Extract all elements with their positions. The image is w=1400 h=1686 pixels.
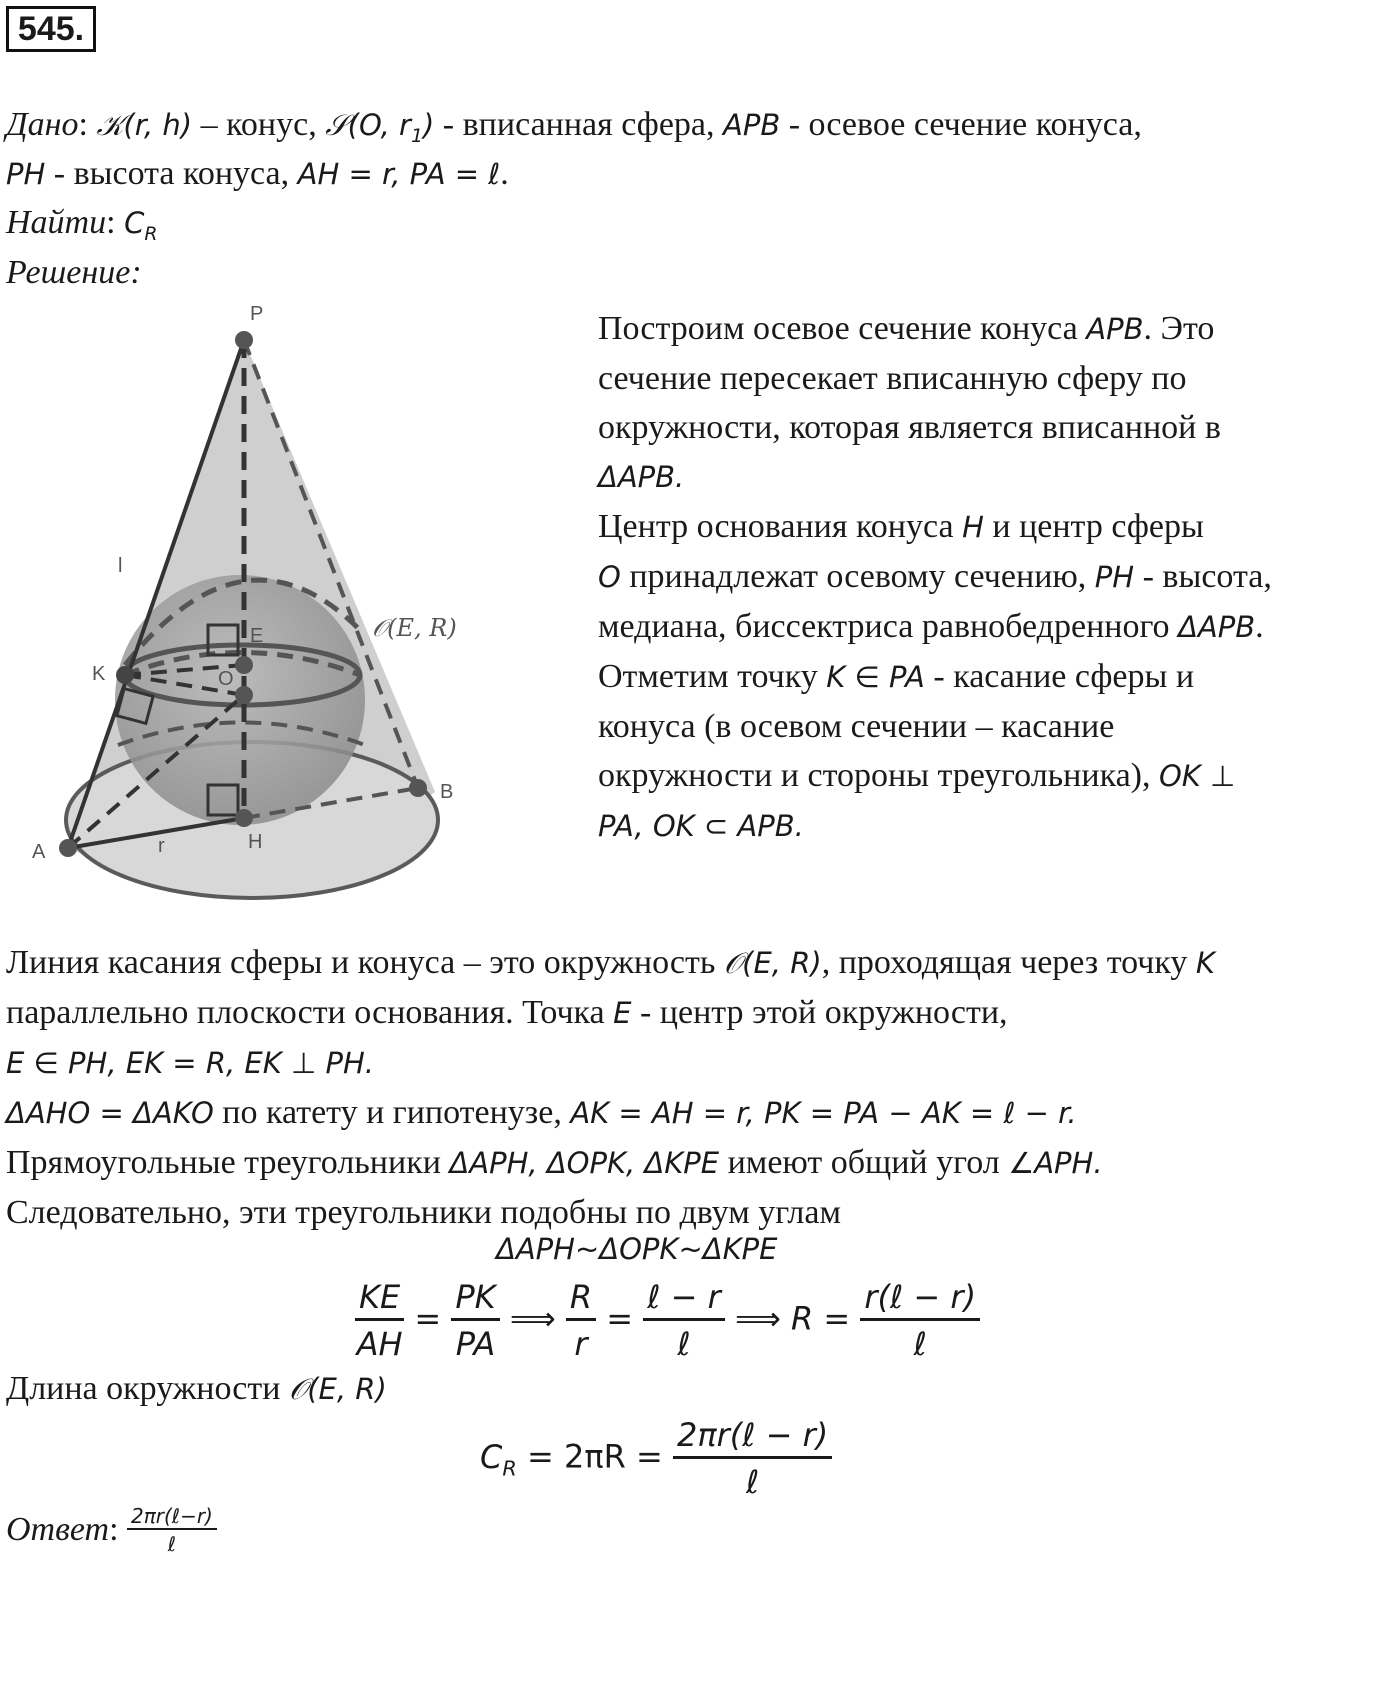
right-line-10: окружности и стороны треугольника), OK ⊥: [598, 757, 1236, 794]
frac-pk-pa: $\frac{PK}{PA}$: [451, 1278, 499, 1363]
right-line-2: сечение пересекает вписанную сферу по: [598, 360, 1187, 397]
right-paragraph: [598, 304, 1272, 851]
right-line-4: ΔAPB.: [598, 460, 685, 494]
frac-r-r: $\frac{R}{r}$: [566, 1278, 596, 1363]
label-o: O: [218, 668, 234, 690]
solution-label: Решение:: [6, 254, 142, 291]
body-line-2: параллельно плоскости основания. Точка E - центр этой окружности,: [6, 994, 1008, 1031]
frac-circumference: $\frac{\text{2πr(ℓ − r)}}{\text{ℓ}}$: [673, 1416, 832, 1501]
point-k: [116, 666, 134, 684]
sphere-notation: 𝒮(O, $r_1$): [325, 108, 435, 147]
right-line-11: PA, OK ⊂ APB.: [598, 809, 804, 843]
right-line-7: медиана, биссектриса равнобедренного ΔAPB.: [598, 608, 1264, 645]
point-b: [409, 779, 427, 797]
body-line-4: ΔAHO = ΔAKO по катету и гипотенузе, AK = AH = r, PK = PA − AK = ℓ − r.: [6, 1094, 1077, 1131]
label-k: K: [92, 663, 106, 685]
frac-l-minus-r: $\frac{\text{ℓ − r}}{\text{ℓ}}$: [643, 1278, 725, 1363]
point-o: [235, 686, 253, 704]
label-r: r: [158, 835, 165, 857]
given-line-1: Дано: 𝒦(r, h) – конус, 𝒮(O, $r_1$) - вписанная сфера, APB - осевое сечение конуса,: [6, 106, 1142, 147]
given-label: Дано: [6, 106, 79, 143]
frac-result: $\frac{\text{r(ℓ − r)}}{\text{ℓ}}$: [860, 1278, 980, 1363]
label-b: B: [440, 781, 454, 803]
find-line: Найти: $C_R$: [6, 204, 158, 245]
answer-label: Ответ: [6, 1511, 110, 1548]
body-line-5: Прямоугольные треугольники ΔAPH, ΔOPK, ΔKPE имеют общий угол ∠APH.: [6, 1144, 1103, 1181]
label-h: H: [248, 831, 263, 853]
right-line-8: Отметим точку K ∈ PA - касание сферы и: [598, 658, 1195, 695]
point-a: [59, 839, 77, 857]
body-line-6: Следовательно, эти треугольники подобны по двум углам: [6, 1194, 842, 1231]
ratio-formula: $\frac{KE}{AH}$ = $\frac{PK}{PA}$ ⟹ $\frac{R}{r}$ = $\frac{\text{ℓ − r}}{\text{ℓ}}$ ⟹ R = $\frac{\text{r(ℓ − r)}}{\text{ℓ}}$: [355, 1278, 980, 1363]
label-p: P: [250, 303, 264, 325]
right-line-9: конуса (в осевом сечении – касание: [598, 708, 1115, 745]
label-e: E: [250, 625, 264, 647]
right-line-3: окружности, которая является вписанной в: [598, 409, 1221, 446]
circumference-formula: $C_R = 2\pi R$ = $\frac{\text{2πr(ℓ − r)}}{\text{ℓ}}$: [480, 1416, 832, 1501]
body-text: [6, 938, 1215, 1237]
problem-number: 545.: [6, 6, 96, 52]
find-label: Найти: [6, 204, 107, 241]
answer-line: Ответ: $\frac{\text{2πr(ℓ−r)}}{\text{ℓ}}$: [6, 1506, 217, 1554]
cone-notation: 𝒦(r, h): [96, 108, 193, 142]
cone-figure: [20, 300, 490, 900]
body-line-1: Линия касания сферы и конуса – это окружность 𝒪(E, R), проходящая через точку K: [6, 944, 1215, 981]
answer-fraction: $\frac{\text{2πr(ℓ−r)}}{\text{ℓ}}$: [127, 1506, 217, 1554]
similarity-line: ΔAPH~ΔOPK~ΔKPE: [496, 1232, 778, 1266]
frac-ke-ah: $\frac{KE}{AH}$: [356, 1278, 403, 1363]
right-line-5: Центр основания конуса H и центр сферы: [598, 508, 1204, 545]
right-line-6: O принадлежат осевому сечению, PH - высота,: [598, 558, 1272, 595]
label-circle: 𝒪(E, R): [372, 614, 457, 642]
label-a: A: [32, 841, 46, 863]
point-e: [235, 656, 253, 674]
body-line-3: E ∈ PH, EK = R, EK ⊥ PH.: [6, 1046, 374, 1080]
right-line-1: Построим осевое сечение конуса APB. Это: [598, 310, 1215, 347]
point-p: [235, 331, 253, 349]
given-line-2: PH - высота конуса, AH = r, PA = ℓ.: [6, 155, 509, 192]
length-line: Длина окружности 𝒪(E, R): [6, 1370, 387, 1407]
label-l: l: [118, 555, 123, 577]
point-h: [235, 809, 253, 827]
